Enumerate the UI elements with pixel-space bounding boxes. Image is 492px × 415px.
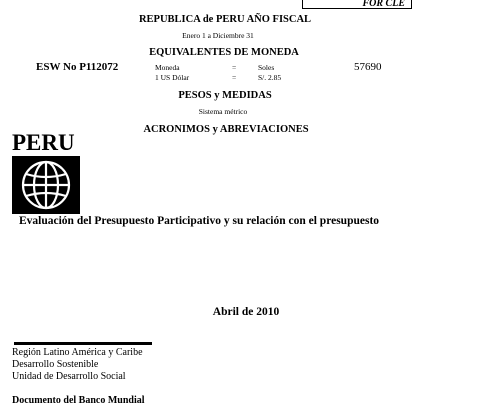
report-code: 57690	[354, 61, 382, 73]
unit-department: Desarrollo Sostenible	[12, 359, 99, 370]
currency-row-value: S/. 2.85	[258, 73, 282, 82]
acronyms-title: ACRONIMOS y ABREVIACIONES	[143, 124, 309, 135]
measurement-system: Sistema métrico	[198, 107, 248, 116]
fiscal-year-title: REPUBLICA de PERU AÑO FISCAL	[138, 14, 312, 25]
restriction-stamp	[302, 0, 412, 9]
document-series: Documento del Banco Mundial	[12, 395, 145, 406]
world-bank-globe-icon	[12, 156, 80, 214]
restriction-stamp-text: FOR CLE	[362, 0, 405, 9]
currency-row-label: 1 US Dólar	[155, 73, 190, 82]
fiscal-year-range: Enero 1 a Diciembre 31	[182, 31, 254, 40]
currency-row-equals: =	[232, 73, 237, 82]
document-date: Abril de 2010	[212, 306, 280, 318]
currency-row-equals: =	[232, 63, 237, 72]
currency-row-label: Moneda	[155, 63, 180, 72]
country-title: PERU	[12, 130, 75, 155]
unit-division: Unidad de Desarrollo Social	[12, 371, 126, 382]
report-number: ESW No P112072	[36, 61, 119, 73]
section-divider	[14, 342, 152, 345]
currency-row-value: Soles	[258, 63, 275, 72]
currency-equivalents-title: EQUIVALENTES DE MONEDA	[149, 47, 299, 58]
document-title: Evaluación del Presupuesto Participativo y su relación con el presupuesto	[19, 215, 380, 227]
unit-region: Región Latino América y Caribe	[12, 347, 143, 358]
weights-measures-title: PESOS y MEDIDAS	[178, 90, 272, 101]
